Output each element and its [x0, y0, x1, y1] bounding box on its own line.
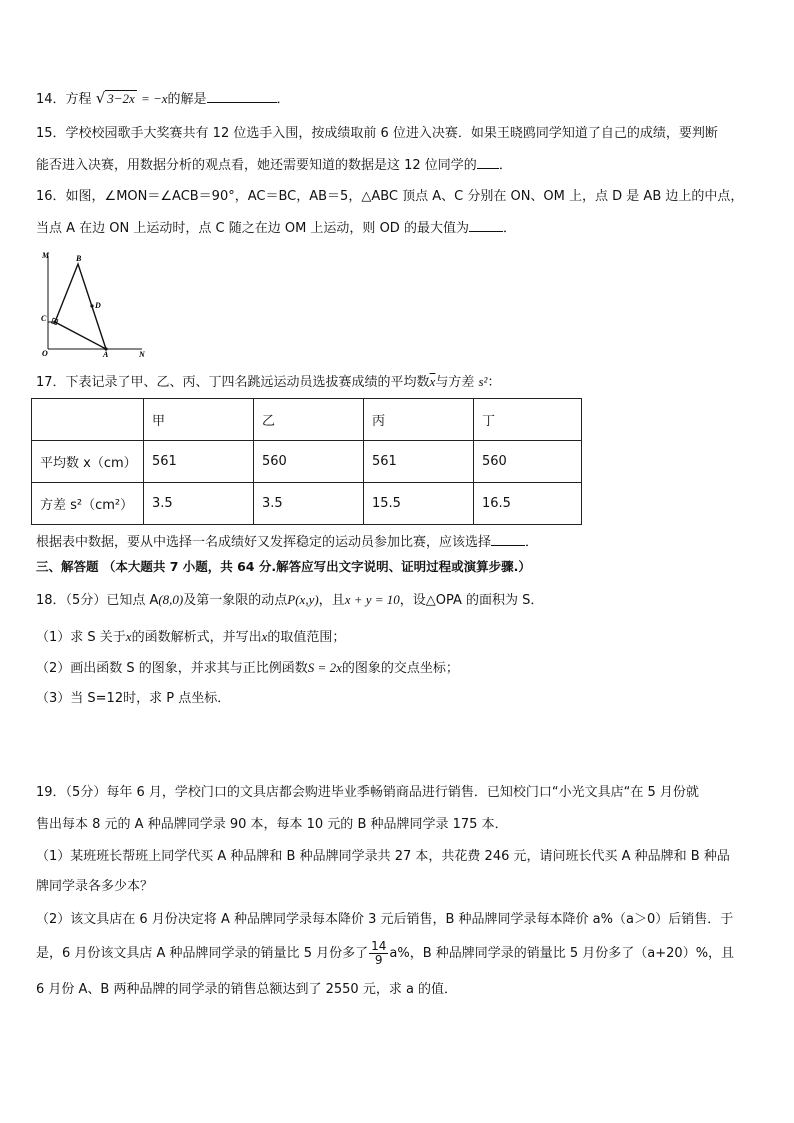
point-d — [90, 304, 93, 307]
q14-answer-blank[interactable] — [207, 89, 277, 103]
question-18-part-3: （3）当 S=12时，求 P 点坐标． — [36, 691, 231, 706]
q18-stem-c: ，且 — [318, 593, 345, 608]
q18-point-a: (8,0) — [158, 592, 184, 607]
q14-sqrt: √ 3−2x — [95, 89, 135, 107]
q15-text: 能否进入决赛，用数据分析的观点看，她还需要知道的数据是这 12 位同学的 — [36, 158, 477, 173]
q14-equation-rhs: = −x — [140, 91, 168, 106]
table-cell: 3.5 — [254, 483, 364, 525]
table-row — [32, 483, 582, 525]
fraction-numerator: 14 — [371, 939, 387, 953]
q14-prefix: 方程 — [65, 92, 92, 107]
question-16-line-2 — [36, 218, 516, 239]
geometry-figure — [38, 250, 158, 362]
question-19-part-2-line-1: （2）该文具店在 6 月份决定将 A 种品牌同学录每本降价 3 元后销售，B 种品牌同学录每本降价 a%（a＞0）后销售．于 — [36, 912, 734, 927]
q16-text: 当点 A 在边 ON 上运动时，点 C 随之在边 OM 上运动，则 OD 的最大值为 — [36, 221, 469, 236]
question-15-line-1: 15．学校校园歌手大奖赛共有 12 位选手入围，按成绩取前 6 位进入决赛．如果王晓鸥同学知道了自己的成绩，要判断 — [36, 126, 718, 141]
q18-p1-c: 的取值范围； — [267, 630, 346, 645]
q18-p2-a: （2）画出函数 S 的图象，并求其与正比例函数 — [36, 661, 308, 676]
q19-fraction — [369, 940, 388, 967]
scores-table — [31, 398, 582, 525]
question-17-intro — [36, 372, 500, 393]
table-header-cell: 乙 — [254, 399, 364, 441]
q18-stem-a: 18．（5分）已知点 A — [36, 593, 159, 608]
q18-condition: x + y = 10 — [344, 592, 400, 607]
label-b: B — [76, 254, 82, 263]
question-14 — [36, 88, 290, 110]
point-c — [53, 320, 56, 323]
q19-p2-line2-b: a%，B 种品牌同学录的销量比 5 月份多了（a+20）%，且 — [389, 946, 735, 961]
q18-p1-a: （1）求 S 关于 — [36, 630, 126, 645]
table-row-label: 平均数 x（cm） — [32, 441, 144, 483]
question-19-part-1-line-2: 牌同学录各多少本？ — [36, 879, 154, 894]
q18-p2-function: S = 2x — [307, 660, 342, 675]
label-c: C — [41, 314, 47, 323]
table-cell: 560 — [254, 441, 364, 483]
question-19-part-2-line-3: 6 月份 A、B 两种品牌的同学录的销售总额达到了 2550 元，求 a 的值． — [36, 982, 458, 997]
table-cell: 561 — [364, 441, 474, 483]
question-16-line-1: 16．如图，∠MON＝∠ACB＝90°，AC＝BC，AB＝5，△ABC 顶点 A、C 分别在 ON、OM 上，点 D 是 AB 边上的中点， — [36, 189, 744, 204]
q19-p2-line2-a: 是，6 月份该文具店 A 种品牌同学录的销量比 5 月份多了 — [36, 946, 369, 961]
q16-end: ． — [502, 221, 516, 236]
label-o: O — [42, 349, 48, 358]
q17-intro-a: 17．下表记录了甲、乙、丙、丁四名跳远运动员选拔赛成绩的平均数 — [36, 375, 430, 390]
q17-answer-blank[interactable] — [491, 532, 525, 546]
table-cell: 16.5 — [474, 483, 582, 525]
table-header-cell: 丙 — [364, 399, 474, 441]
table-cell: 560 — [474, 441, 582, 483]
table-cell: 3.5 — [144, 483, 254, 525]
question-17-prompt — [36, 532, 538, 553]
table-header-cell: 丁 — [474, 399, 582, 441]
q17-s2: s² — [478, 374, 488, 389]
label-n: N — [139, 350, 145, 359]
q16-answer-blank[interactable] — [469, 218, 503, 232]
table-cell: 561 — [144, 441, 254, 483]
table-cell: 15.5 — [364, 483, 474, 525]
q17-question: 根据表中数据，要从中选择一名成绩好又发挥稳定的运动员参加比赛，应该选择 — [36, 535, 492, 550]
q18-point-p: P(x,y) — [287, 592, 319, 607]
table-row-label: 方差 s²（cm²） — [32, 483, 144, 525]
q14-radicand: 3−2x — [107, 91, 135, 106]
label-m: M — [42, 251, 50, 260]
q15-answer-blank[interactable] — [477, 155, 499, 169]
question-18-stem — [36, 590, 543, 611]
table-header-row — [32, 399, 582, 441]
q18-p2-b: 的图象的交点坐标； — [341, 661, 459, 676]
q18-p1-x2: x — [261, 629, 268, 644]
table-header-cell — [32, 399, 144, 441]
q17-xbar: $\overline{x}$ — [429, 374, 436, 389]
q14-end: ． — [276, 92, 290, 107]
question-19-line-1: 19．（5分）每年 6 月，学校门口的文具店都会购进毕业季畅销商品进行销售．已知校门口“小光文具店“在 5 月份就 — [36, 785, 699, 800]
table-header-cell: 甲 — [144, 399, 254, 441]
q15-end: ． — [498, 158, 512, 173]
question-19-part-2-line-2 — [36, 940, 734, 968]
q18-stem-d: ，设△OPA 的面积为 S． — [399, 593, 544, 608]
q17-end: ． — [525, 535, 539, 550]
q14-suffix: 的解是 — [167, 92, 207, 107]
fraction-denominator: 9 — [374, 953, 383, 967]
q14-number: 14． — [36, 92, 66, 107]
q18-p1-x: x — [125, 629, 132, 644]
question-18-part-1 — [36, 627, 345, 648]
q17-intro-c: ： — [487, 375, 501, 390]
section-3-heading: 三、解答题 （本大题共 7 小题，共 64 分.解答应写出文字说明、证明过程或演算步骤.） — [36, 559, 531, 574]
question-19-part-1-line-1: （1）某班班长帮班上同学代买 A 种品牌和 B 种品牌同学录共 27 本，共花费 246 元，请问班长代买 A 种品牌和 B 种品 — [36, 849, 730, 864]
label-a: A — [103, 350, 109, 359]
q18-stem-b: 及第一象限的动点 — [183, 593, 288, 608]
question-19-line-2: 售出每本 8 元的 A 种品牌同学录 90 本，每本 10 元的 B 种品牌同学录 175 本． — [36, 817, 508, 832]
table-row — [32, 441, 582, 483]
question-15-line-2 — [36, 155, 512, 176]
label-d: D — [95, 301, 101, 310]
question-18-part-2 — [36, 658, 459, 679]
q18-p1-b: 的函数解析式，并写出 — [131, 630, 262, 645]
q17-intro-b: 与方差 — [435, 375, 475, 390]
